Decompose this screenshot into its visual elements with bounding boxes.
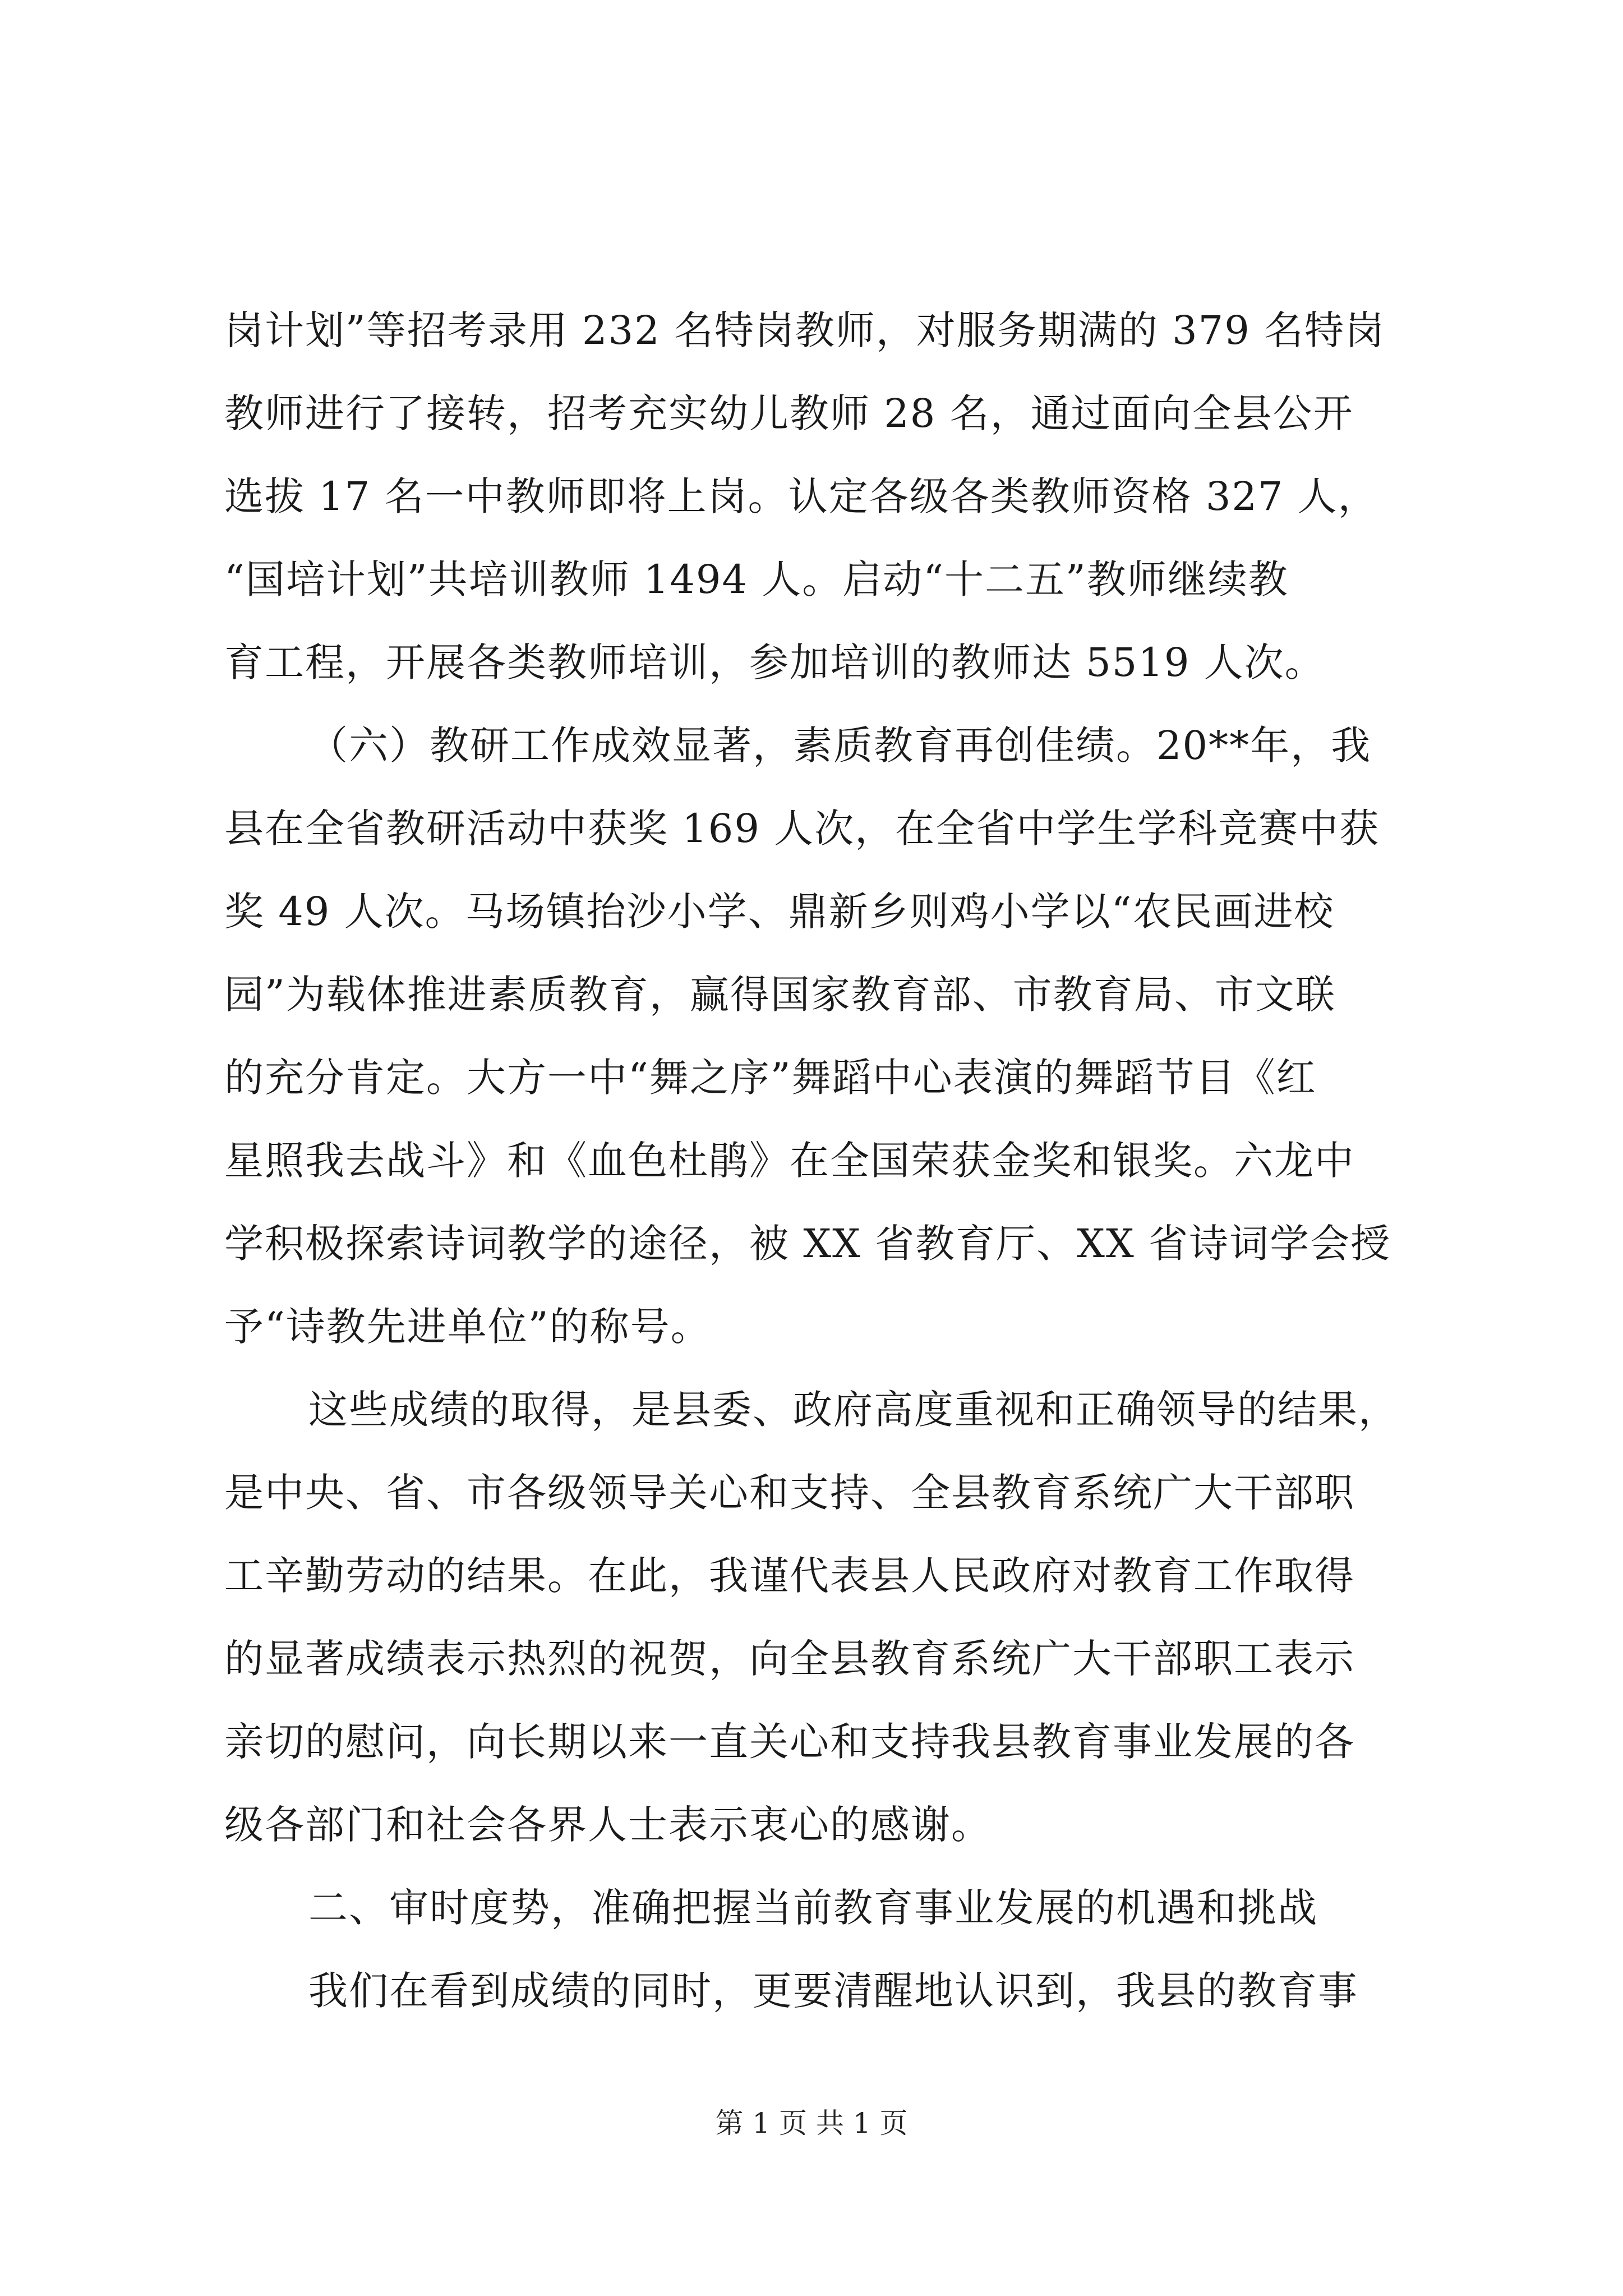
text-line: 学积极探索诗词教学的途径，被 XX 省教育厅、XX 省诗词学会授 <box>224 1221 1391 1267</box>
text-line: 育工程，开展各类教师培训，参加培训的教师达 5519 人次。 <box>224 639 1325 685</box>
section-heading: 二、审时度势，准确把握当前教育事业发展的机遇和挑战 <box>308 1885 1318 1931</box>
text-line: 的显著成绩表示热烈的祝贺，向全县教育系统广大干部职工表示 <box>224 1636 1355 1682</box>
text-line: 工辛勤劳动的结果。在此，我谨代表县人民政府对教育工作取得 <box>224 1553 1355 1599</box>
text-line: 园”为载体推进素质教育，赢得国家教育部、市教育局、市文联 <box>224 972 1336 1018</box>
text-line: 选拔 17 名一中教师即将上岗。认定各级各类教师资格 327 人， <box>224 473 1378 519</box>
text-line: 是中央、省、市各级领导关心和支持、全县教育系统广大干部职 <box>224 1470 1355 1516</box>
text-line: 奖 49 人次。马场镇抬沙小学、鼎新乡则鸡小学以“农民画进校 <box>224 889 1335 935</box>
text-line: 予“诗教先进单位”的称号。 <box>224 1304 711 1350</box>
text-line: 星照我去战斗》和《血色杜鹃》在全国荣获金奖和银奖。六龙中 <box>224 1138 1355 1184</box>
text-line: （六）教研工作成效显著，素质教育再创佳绩。20**年，我 <box>308 723 1372 769</box>
text-line: 岗计划”等招考录用 232 名特岗教师，对服务期满的 379 名特岗 <box>224 307 1386 353</box>
page-footer: 第 1 页 共 1 页 <box>715 2107 908 2139</box>
text-line: 的充分肯定。大方一中“舞之序”舞蹈中心表演的舞蹈节目《红 <box>224 1055 1317 1101</box>
text-line: 级各部门和社会各界人士表示衷心的感谢。 <box>224 1802 992 1848</box>
text-line: 我们在看到成绩的同时，更要清醒地认识到，我县的教育事 <box>308 1968 1358 2014</box>
text-line: “国培计划”共培训教师 1494 人。启动“十二五”教师继续教 <box>224 556 1289 602</box>
text-line: 这些成绩的取得，是县委、政府高度重视和正确领导的结果， <box>308 1387 1399 1433</box>
text-line: 亲切的慰问，向长期以来一直关心和支持我县教育事业发展的各 <box>224 1719 1355 1765</box>
document-body <box>224 289 1419 2032</box>
text-line: 县在全省教研活动中获奖 169 人次，在全省中学生学科竞赛中获 <box>224 806 1380 852</box>
text-line: 教师进行了接转，招考充实幼儿教师 28 名，通过面向全县公开 <box>224 390 1354 436</box>
